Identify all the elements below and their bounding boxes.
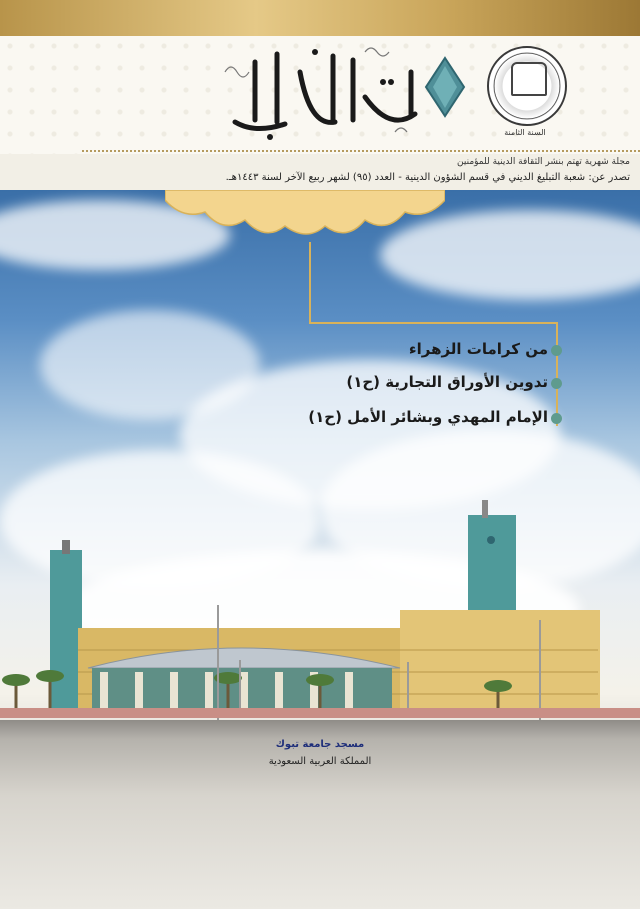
emblem-caption: السنة الثامنة — [504, 128, 546, 137]
mosque-building-photo — [0, 500, 640, 740]
emblem-dome-icon — [511, 62, 547, 96]
diamond-ornament-icon — [424, 56, 466, 118]
toc-item[interactable]: الإمام المهدي وبشائر الأمل (ح١) — [308, 408, 548, 426]
toc-item[interactable]: من كرامات الزهراء — [408, 340, 548, 358]
institution-emblem — [487, 46, 567, 126]
magazine-title-calligraphy — [215, 42, 430, 142]
header-divider — [82, 150, 640, 156]
toc-item[interactable]: تدوين الأوراق التجارية (ح١) — [346, 373, 548, 391]
top-gold-band — [0, 0, 640, 36]
banner-connector-vertical — [309, 242, 311, 322]
toc-bullet-icon — [551, 413, 562, 424]
magazine-subtitle: مجلة شهرية تهتم بنشر الثقافة الدينية للمؤمنين — [457, 157, 630, 167]
banner-connector-horizontal — [309, 322, 557, 324]
photo-caption-country: المملكة العربية السعودية — [268, 756, 372, 767]
photo-caption-title: مسجد جامعة تبوك — [275, 739, 365, 750]
toc-bullet-icon — [551, 378, 562, 389]
toc-rail — [556, 322, 558, 426]
publisher-line: تصدر عن: شعبة التبليغ الديني في قسم الشؤون الدينية - العدد (٩٥) لشهر ربيع الآخر لسنة ١٤٤٣هـ. — [225, 172, 630, 183]
gold-scallop-banner — [165, 190, 445, 242]
toc-bullet-icon — [551, 345, 562, 356]
